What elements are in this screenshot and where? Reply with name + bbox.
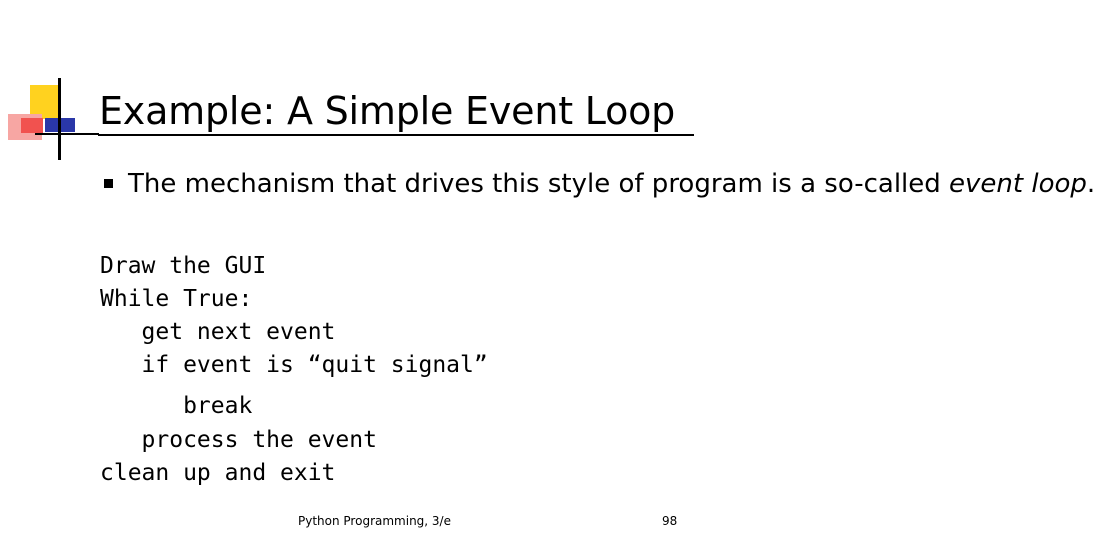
bullet-text [128,166,1095,202]
bullet-text-before: The mechanism that drives this style of program is a so-called [128,169,950,199]
logo-horizontal-line [35,133,99,135]
code-line-7: clean up and exit [100,460,336,486]
bullet-text-after: . [1086,169,1095,199]
code-line-5: break [100,393,253,419]
footer-page-number: 98 [662,514,678,528]
code-line-2: While True: [100,286,253,312]
code-line-6: process the event [100,427,377,453]
footer-course-title: Python Programming, 3/e [298,514,451,528]
slide-title: Example: A Simple Event Loop [99,89,676,133]
title-underline [98,134,694,136]
code-line-4: if event is “quit signal” [100,352,488,378]
logo-squares-icon [0,0,100,170]
logo-vertical-line [58,78,61,160]
code-line-1: Draw the GUI [100,253,267,279]
code-line-3: get next event [100,319,336,345]
square-bullet-icon [104,179,113,188]
logo-red-square [21,118,43,133]
bullet-text-emphasis: event loop [949,169,1087,199]
logo-yellow-square [30,85,60,119]
decorative-logo [0,0,100,170]
